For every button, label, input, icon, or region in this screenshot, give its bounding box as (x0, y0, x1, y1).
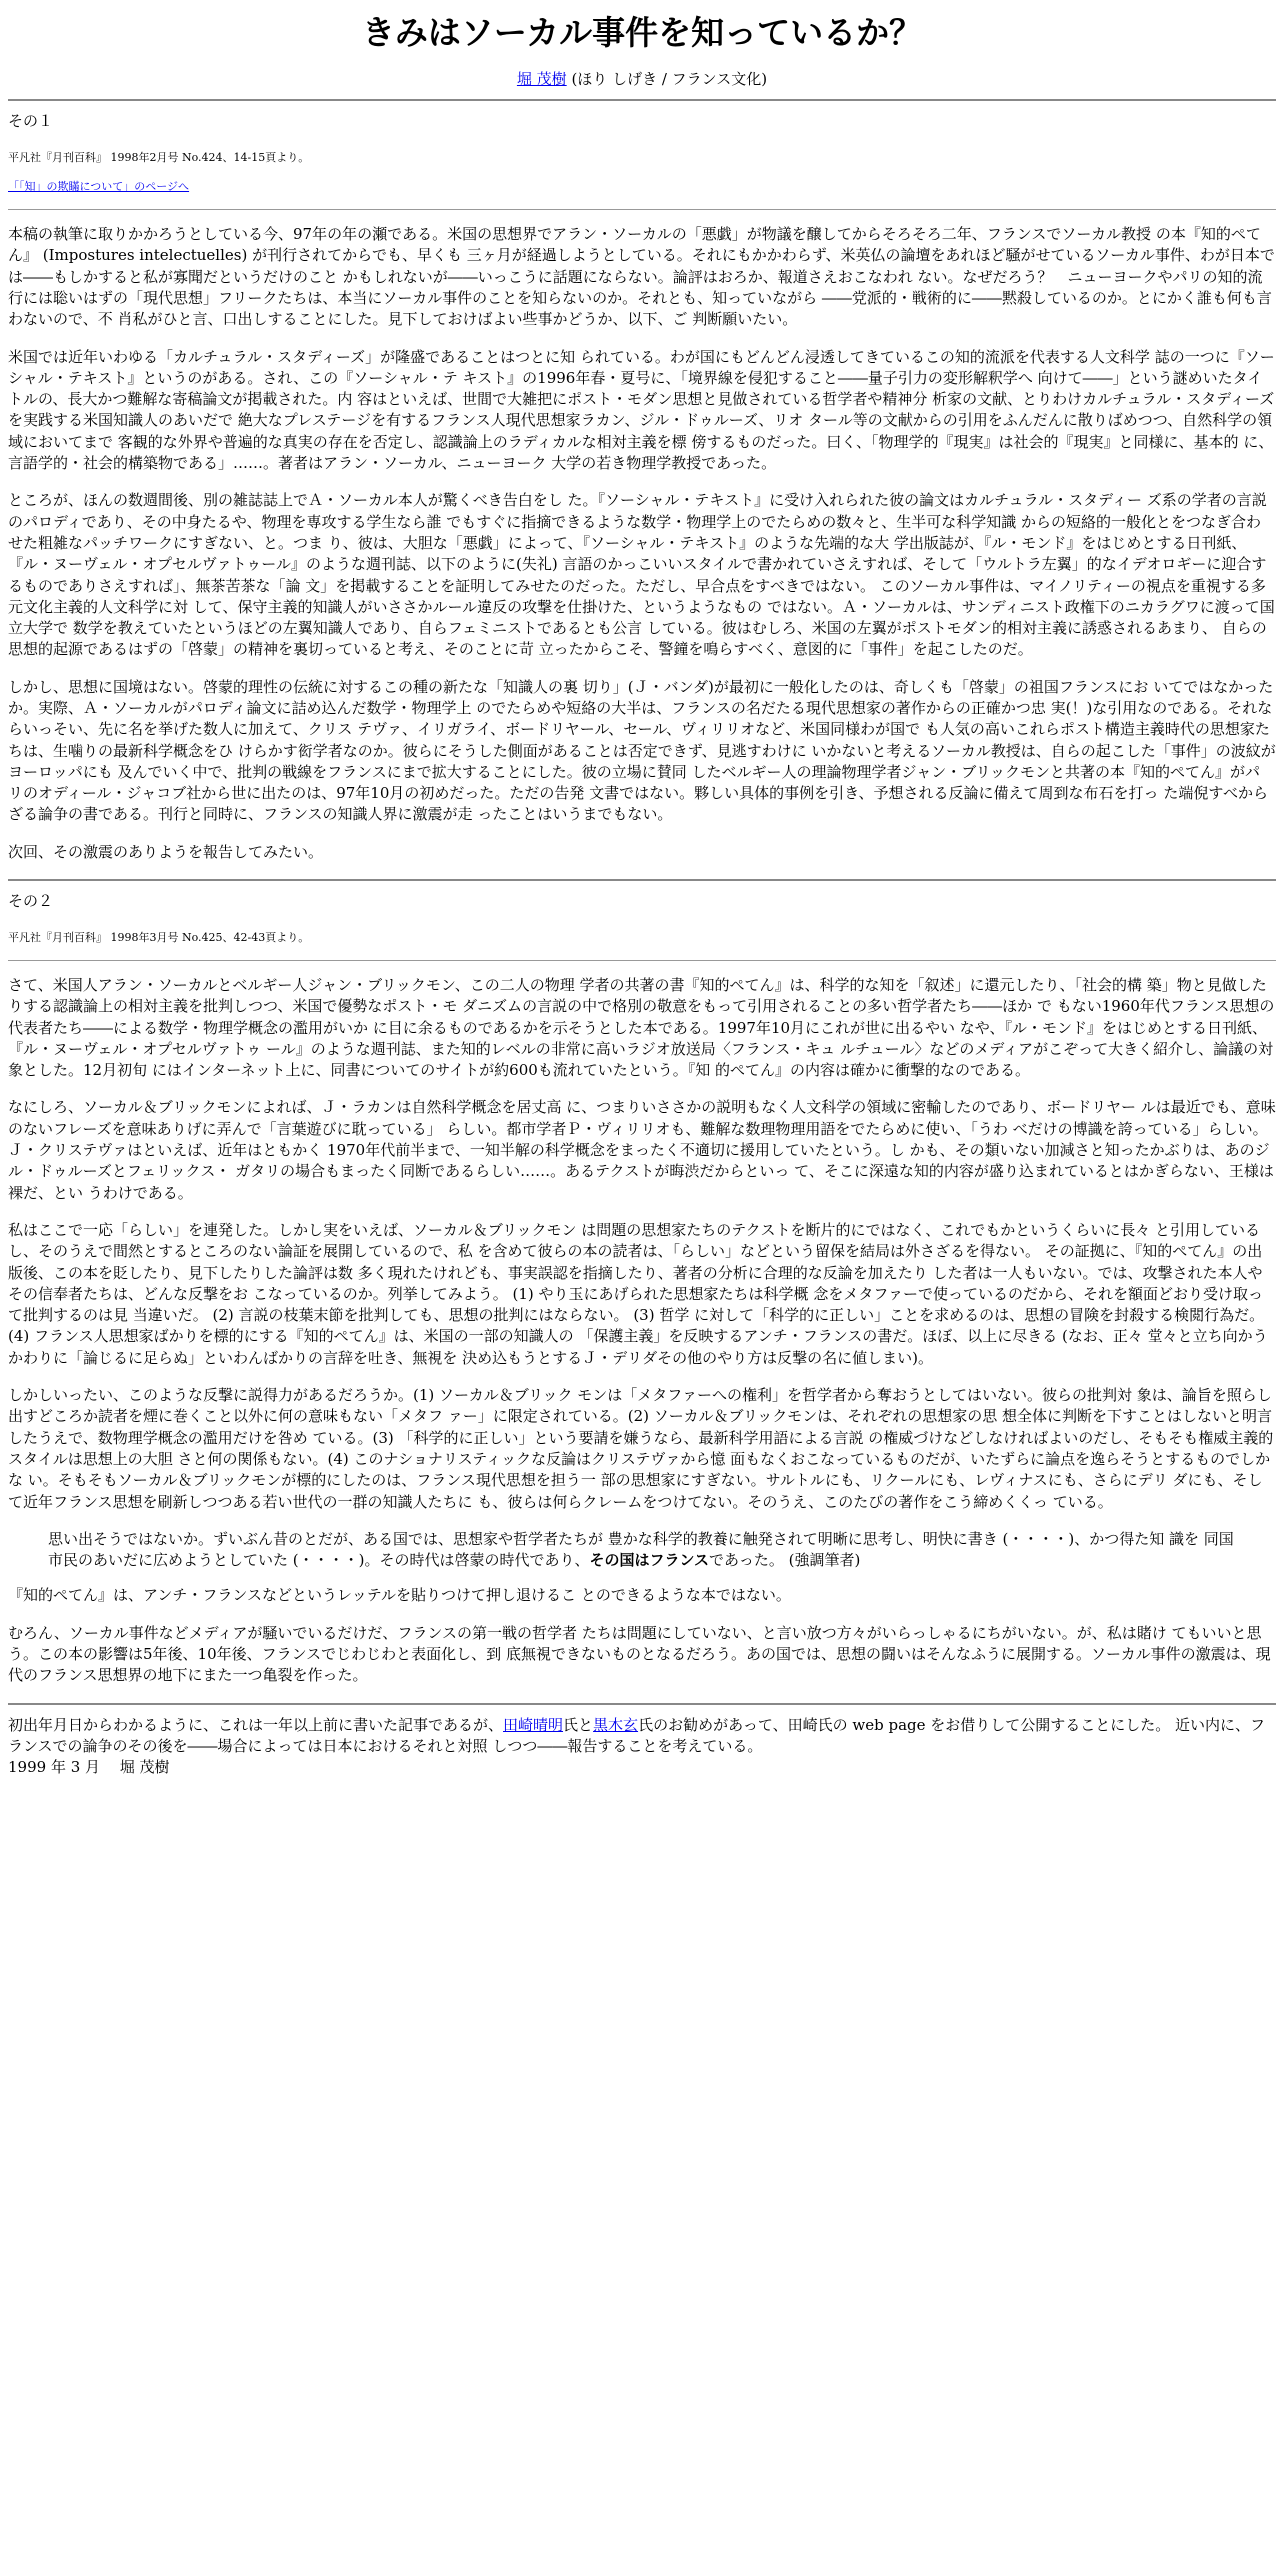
divider (8, 99, 1276, 101)
part2-section (8, 891, 1276, 1687)
footer-date-signature: 1999 年 3 月 堀 茂樹 (8, 1758, 170, 1777)
footer-text-mid: 氏と (563, 1715, 594, 1734)
paragraph: しかしいったい、このような反撃に説得力があるだろうか。(1) ソーカル＆ブリック モンは「メタファーへの権利」を哲学者から奪おうとしてはいない。彼らの批判対 象は、論旨を照らし出すどころか読者を煙に巻くこと以外に何の意味もない「メタフ ァー」に限定されている。(2) ソーカル＆ブリックモンは、それぞれの思想家の思 想全体に判断を下すことはしないと明言したうえで、数物理学概念の濫用だけを咎め ている。(3) 「科学的に正しい」という要請を嫌うなら、最新科学用語による言説 の権威づけなどしなければよいのだし、そもそも権威主義的スタイルは思想上の大胆 さと何の関係もない。(4) このナショナリスティックな反論はクリステヴァから憶 面もなくおこなっているものだが、いたずらに論点を逸らそうとするものでしかな い。そもそもソーカル＆ブリックモンが標的にしたのは、フランス現代思想を担う一 部の思想家にすぎない。サルトルにも、リクールにも、レヴィナスにも、さらにデリ ダにも、そして近年フランス思想を刷新しつつある若い世代の一群の知識人たちに も、彼らは何らクレームをつけてない。そのうえ、このたびの著作をこう締めくくっ ている。 (8, 1386, 1274, 1511)
quote-text-end: であった。 (強調筆者) (709, 1551, 861, 1570)
footer-text (8, 1715, 1276, 1758)
related-link-line (8, 179, 1276, 195)
paragraph: 次回、その激震のありようを報告してみたい。 (8, 842, 324, 861)
paragraph: むろん、ソーカル事件などメディアが騒いでいるだけだ、フランスの第一戦の哲学者 たちは問題にしていない、と言い放つ方々がいらっしゃるにちがいない。が、私は賭け てもいいと思う。この本の影響は5年後、10年後、フランスでじわじわと表面化し、到 底無視できないものとなるだろう。あの国では、思想の闘いはそんなふうに展開する。ソーカル事件の激震は、現代のフランス思想界の地下にまた一つ亀裂を作った。 (8, 1623, 1271, 1685)
part2-heading: その２ (8, 892, 54, 911)
divider (8, 1703, 1276, 1705)
part1-source: 平凡社『月刊百科』 1998年2月号 No.424、14-15頁より。 (8, 150, 310, 164)
kuroki-link[interactable]: 黒木玄 (593, 1715, 639, 1734)
paragraph: 米国では近年いわゆる「カルチュラル・スタディーズ」が隆盛であることはつとに知 られている。わが国にもどんどん浸透してきているこの知的流派を代表する人文科学 誌の一つに『ソーシャル・テキスト』というのがある。され、この『ソーシャル・テ キスト』の1996年春・夏号に、「境界線を侵犯すること――量子引力の変形解釈学へ 向けて――」という謎めいたタイトルの、長大かつ難解な寄稿論文が掲載された。内 容はといえば、世間で大雑把にポスト・モダン思想と見做されている哲学者や精神分 析家の文献、とりわけカルチュラル・スタディーズを実践する米国知識人のあいだで 絶大なプレステージを有するフランス人現代思想家ラカン、ジル・ドゥルーズ、リオ タール等の文献からの引用をふんだんに散りばめつつ、自然科学の領域においてまで 客観的な外界や普遍的な真実の存在を否定し、認識論上のラディカルな相対主義を標 傍するものだった。曰く、「物理学的『現実』は社会的『現実』と同様に、基本的 に、言語学的・社会的構築物である」……。著者はアラン・ソーカル、ニューヨーク 大学の若き物理学教授であった。 (8, 347, 1275, 473)
paragraph: 私はここで一応「らしい」を連発した。しかし実をいえば、ソーカル＆ブリックモン は問題の思想家たちのテクストを断片的にではなく、これでもかというくらいに長々 と引用しているし、そのうえで間然とするところのない論証を展開しているので、私 を含めて彼らの本の読者は、「らしい」などという留保を結局は外さざるを得ない。 その証拠に、『知的ぺてん』の出版後、この本を貶したり、見下したりした論評は数 多く現れたけれども、事実誤認を指摘したり、著者の分析に合理的な反論を加えたり した者は一人もいない。では、攻撃された本人やその信奉者たちは、どんな反撃をお こなっているのか。列挙してみよう。 (1) やり玉にあげられた思想家たちは科学概 念をメタファーで使っているのだから、それを額面どおり受け取って批判するのは見 当違いだ。 (2) 言説の枝葉末節を批判しても、思想の批判にはならない。 (3) 哲学 に対して「科学的に正しい」ことを求めるのは、思想の冒険を封殺する検閲行為だ。 (4) フランス人思想家ばかりを標的にする『知的ぺてん』は、米国の一部の知識人の 「保護主義」を反映するアンチ・フランスの書だ。ほぼ、以上に尽きる (なお、正々 堂々と立ち向かうかわりに「論じるに足らぬ」といわんばかりの言辞を吐き、無視を 決め込もうとするＪ・デリダその他のやり方は反撃の名に値しまい)。 (8, 1220, 1268, 1367)
paragraph: さて、米国人アラン・ソーカルとベルギー人ジャン・ブリックモン、この二人の物理 学者の共著の書『知的ぺてん』は、科学的な知を「叙述」に還元したり、「社会的構 築」物と見做したりする認識論上の相対主義を批判しつつ、米国で優勢なポスト・モ ダニズムの言説の中で格別の敬意をもって引用されることの多い哲学者たち――ほか で もない1960年代フランス思想の代表者たち――による数学・物理学概念の濫用がいか に目に余るものであるかを示そうとした本である。1997年10月にこれが世に出るやい なや、『ル・モンド』をはじめとする日刊紙、『ル・ヌーヴェル・オプセルヴァトゥ ール』のような週刊誌、また知的レベルの非常に高いラジオ放送局〈フランス・キュ ルチュール〉などのメディアがこぞって大きく紹介し、論議の対象とした。12月初旬 にはインターネット上に、同書についてのサイトが約600も流れていたという。『知 的ぺてん』の内容は確かに衝撃的なのである。 (8, 975, 1275, 1080)
footer-text-end: 氏のお勧めがあって、田崎氏の web page をお借りして公開することにした。 近い内に、フランスでの論争のその後を――場合によっては日本におけるそれと対照 しつつ――報告することを考えている。 (8, 1715, 1266, 1755)
block-quote (48, 1529, 1236, 1572)
divider (8, 879, 1276, 881)
divider (8, 209, 1276, 210)
page-title: きみはソーカル事件を知っているか？ (361, 13, 923, 52)
paragraph: 『知的ぺてん』は、アンチ・フランスなどというレッテルを貼りつけて押し退けるこ とのできるような本ではない。 (8, 1586, 791, 1605)
author-link[interactable]: 堀 茂樹 (516, 70, 567, 89)
quote-text: 思い出そうではないか。ずいぶん昔のとだが、ある国では、思想家や哲学者たちが 豊かな科学的教養に触発されて明晰に思考し、明快に書き (・・・・)、かつ得た知 識を 同国市民のあいだに広めようとしていた (・・・・)。その時代は啓蒙の時代であり、 (48, 1529, 1234, 1570)
author-line (8, 69, 1276, 90)
paragraph: ところが、ほんの数週間後、別の雑誌誌上でＡ・ソーカル本人が驚くべき告白をし た。『ソーシャル・テキスト』に受け入れられた彼の論文はカルチュラル・スタディー ズ系の学者の言説のパロディであり、その中身たるや、物理を専攻する学生なら誰 でもすぐに指摘できるような数学・物理学上のでたらめの数々と、生半可な科学知識 からの短絡的一般化とをつなぎ合わせた粗雑なパッチワークにすぎない、と。つま り、彼は、大胆な「悪戯」によって、『ソーシャル・テキスト』のような先端的な大 学出版誌が、『ル・モンド』をはじめとする日刊紙、『ル・ヌーヴェル・オプセルヴァトゥール』のような週刊誌、以下のように(失礼) 言語のかっこいいスタイルで書かれていさえすれば、そして「ウルトラ左翼」的なイデオロギーに迎合するものでありさえすれば」、無茶苦茶な「論 文」を掲載することを証明してみせたのだった。ただし、早合点をすべきではない。 このソーカル事件は、マイノリティーの視点を重視する多元文化主義的人文科学に対 して、保守主義的知識人がいささかルール違反の攻撃を仕掛けた、というようなもの ではない。Ａ・ソーカルは、サンディニスト政権下のニカラグワに渡って国立大学で 数学を教えていたというほどの左翼知識人であり、自らフェミニストであるとも公言 している。彼はむしろ、米国の左翼がポストモダン的相対主義に誘惑されるあまり、 自らの思想的起源であるはずの「啓蒙」の精神を裏切っていると考え、そのことに苛 立ったからこそ、警鐘を鳴らすべく、意図的に「事件」を起こしたのだ。 (8, 491, 1275, 659)
part1-section (8, 111, 1276, 864)
author-affiliation: (ほり しげき / フランス文化) (566, 70, 768, 89)
part2-source: 平凡社『月刊百科』 1998年3月号 No.425、42-43頁より。 (8, 931, 310, 945)
footer-note (8, 1715, 1276, 1779)
divider (8, 960, 1276, 961)
related-page-link[interactable]: 「「知」の欺瞞について」のページへ (8, 180, 190, 194)
paragraph: しかし、思想に国境はない。啓蒙的理性の伝統に対するこの種の新たな「知識人の裏 切り」(Ｊ・バンダ)が最初に一般化したのは、奇しくも「啓蒙」の祖国フランスにお いてではなかったか。実際、Ａ・ソーカルがパロディ論文に詰め込んだ数学・物理学上 のでたらめや短絡の大半は、フランスの名だたる現代思想家の著作からの正確かつ忠 実(！)な引用なのである。それならいっそい、先に名を挙げた数人に加えて、クリス テヴァ、イリガライ、ボードリヤール、セール、ヴィリリオなど、米国同様わが国で も人気の高いこれらポスト構造主義時代の思想家たちは、生噛りの最新科学概念をひ けらかす衒学者なのか。彼らにそうした側面があることは否定できず、見逃すわけに いかないと考えるソーカル教授は、自らの起こした「事件」の波紋がヨーロッパにも 及んでいく中で、批判の戦線をフランスにまで拡大することにした。彼の立場に賛同 したベルギー人の理論物理学者ジャン・ブリックモンと共著の本『知的ぺてん』がパ リのオディール・ジャコブ社から世に出たのは、97年10月の初めだった。ただの告発 文書ではない。夥しい具体的事例を引き、予想される反論に備えて周到な布石を打っ た端倪すべからざる論争の書である。刊行と同時に、フランスの知識人界に激震が走 ったことはいうまでもない。 (8, 677, 1276, 824)
paragraph: なにしろ、ソーカル＆ブリックモンによれば、Ｊ・ラカンは自然科学概念を居丈高 に、つまりいささかの説明もなく人文科学の領域に密輸したのであり、ボードリヤー ルは最近でも、意味のないフレーズを意味ありげに弄んで「言葉遊びに耽っている」 らしい。都市学者Ｐ・ヴィリリオも、難解な数理物理用語をでたらめに使い、「うわ べだけの博識を誇っている」らしい。Ｊ・クリステヴァはといえば、近年はともかく 1970年代前半まで、一知半解の科学概念をまったく不適切に援用していたという。し かも、その類いない加減さと知ったかぶりは、あのジル・ドゥルーズとフェリックス・ ガタリの場合もまったく同断であるらしい……。あるテクストが晦渋だからといっ て、そこに深遠な知的内容が盛り込まれているとはかぎらない、王様は裸だ、とい うわけである。 (8, 1098, 1276, 1202)
quote-emphasis: その国はフランス (589, 1551, 710, 1570)
footer-text-start: 初出年月日からわかるように、これは一年以上前に書いた記事であるが、 (8, 1715, 504, 1734)
paragraph: 本稿の執筆に取りかかろうとしている今、97年の年の瀬である。米国の思想界でアラン・ソーカルの「悪戯」が物議を醸してからそろそろ二年、フランスでソーカル教授 の本『知的ぺてん』 (Impostures intelectuelles) が刊行されてからでも、早くも 三ヶ月が経過しようとしている。それにもかかわらず、米英仏の論壇をあれほど騒がせているソーカル事件、わが日本では――もしかすると私が寡聞だというだけのこと かもしれないが――いっこうに話題にならない。論評はおろか、報道さえおこなわれ ない。なぜだろう？ ニューヨークやパリの知的流行には聡いはずの「現代思想」フリークたちは、本当にソーカル事件のことを知らないのか。それとも、知っていながら ――党派的・戦術的に――黙殺しているのか。とにかく誰も何も言わないので、不 肖私がひと言、口出しすることにした。見下しておけばよい些事かどうか、以下、ご 判断願いたい。 (8, 225, 1275, 329)
tasaki-link[interactable]: 田崎晴明 (503, 1715, 564, 1734)
part1-heading: その１ (8, 111, 54, 130)
